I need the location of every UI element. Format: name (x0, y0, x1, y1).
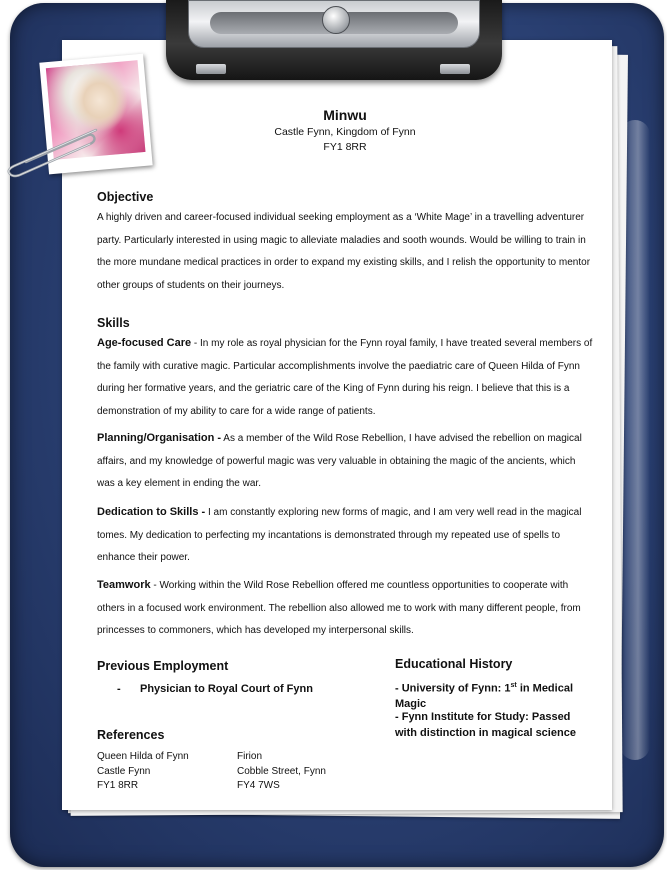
skill-text: As a member of the Wild Rose Rebellion, I have advised the rebellion on magical affairs, and my knowledge of powerful magic was very valuable in obtaining the magic of the ancients, which was a key element in ending the war. (97, 433, 582, 489)
skill-text: - In my role as royal physician for the Fynn royal family, I have treated several members of the family with curative magic. Particular accomplishments involve the paediatric care of Queen Hilda of Fynn during her formative years, and the geriatric care of the King of Fynn during his reign. I believe that this is a demonstration of my ability to care for a wide range of patients. (97, 338, 593, 417)
address-line-2: FY1 8RR (323, 141, 367, 153)
reference-line: Castle Fynn (97, 765, 151, 777)
clip-rivet-icon (322, 6, 350, 34)
address-line-1: Castle Fynn, Kingdom of Fynn (274, 126, 416, 138)
education-superscript: st (510, 682, 517, 689)
skill-age-focused-care (97, 332, 593, 423)
reference-line: FY1 8RR (97, 780, 139, 791)
education-heading: Educational History (395, 657, 513, 671)
clip-foot-right (440, 64, 470, 74)
skill-title: Planning/Organisation - (97, 432, 222, 444)
skill-title: Age-focused Care (97, 337, 192, 349)
education-item-text: - University of Fynn: 1 (395, 682, 511, 695)
reference-1 (97, 750, 189, 794)
reference-line: Cobble Street, Fynn (237, 765, 326, 777)
objective-text: A highly driven and career-focused individual seeking employment as a ‘White Mage’ in a travelling adventurer party. Particularly interested in using magic to alleviate maladies and sooth wounds. Would be willing to train in the more mundane medical practices in order to expand my existing skills, and I relish the opportunity to mentor other groups of students on their journeys. (97, 212, 591, 291)
skills-heading: Skills (97, 316, 130, 330)
skill-teamwork (97, 574, 593, 643)
employment-item: Physician to Royal Court of Fynn (140, 683, 313, 695)
skill-dedication (97, 501, 593, 570)
objective-heading: Objective (97, 190, 154, 204)
references-heading: References (97, 728, 165, 742)
employment-heading: Previous Employment (97, 659, 229, 673)
education-item-university (395, 678, 595, 713)
reference-line: Queen Hilda of Fynn (97, 751, 189, 762)
reference-line: Firion (237, 751, 263, 762)
education-item-institute: - Fynn Institute for Study: Passed with distinction in magical science (395, 711, 576, 739)
reference-2 (237, 750, 326, 794)
education-item-text: in Medical Magic (395, 682, 574, 711)
skill-title: Teamwork (97, 579, 151, 591)
skill-title: Dedication to Skills - (97, 506, 206, 518)
clip-foot-left (196, 64, 226, 74)
employment-bullet: - (117, 683, 121, 695)
paperclip-icon (4, 126, 104, 178)
applicant-name: Minwu (323, 107, 367, 123)
skill-text: - Working within the Wild Rose Rebellion offered me countless opportunities to cooperate with others in a focused work environment. The rebellion also allowed me to work with many different people, from princesses to commoners, which has developed my interpersonal skills. (97, 580, 581, 636)
skill-text: I am constantly exploring new forms of magic, and I am very well read in the magical tomes. My dedication to perfecting my incantations is demonstrated through my repeated use of spells to enhance their power. (97, 507, 582, 563)
skill-planning-organisation (97, 427, 593, 496)
reference-line: FY4 7WS (237, 780, 280, 791)
